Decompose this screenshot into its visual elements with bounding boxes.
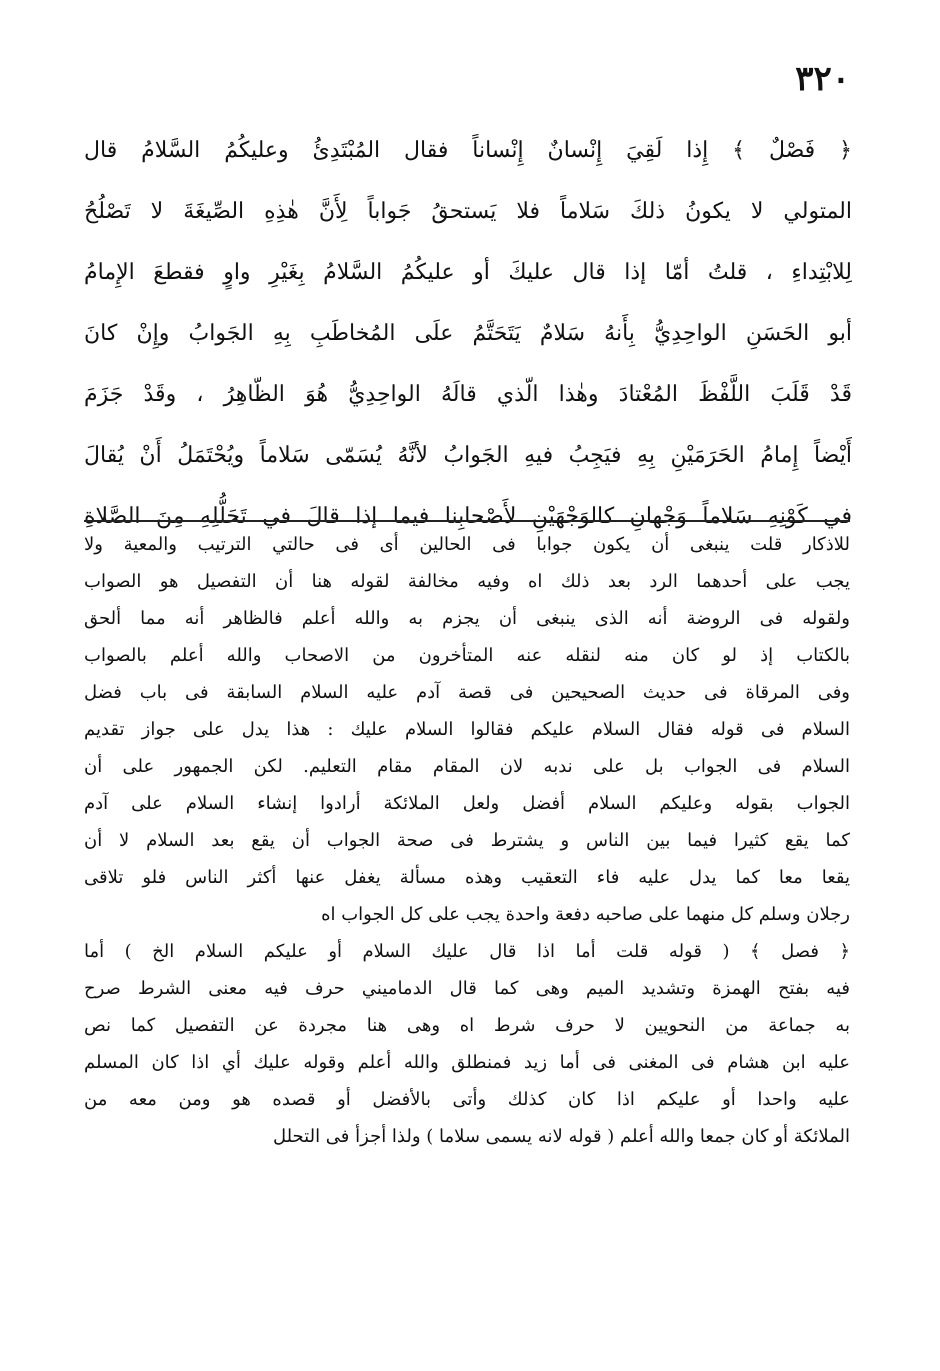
commentary-line: كما يقع كثيرا فيما بين الناس و يشترط فى صحة الجواب أن يقع بعد السلام لا أن (84, 830, 850, 851)
main-text-line: ﴿ فَصْلٌ ﴾ إِذا لَقِيَ إِنْسانٌ إِنْساناً فقال المُبْتَدِئُ وعليكُمُ السَّلامُ قال (84, 138, 852, 163)
commentary-line: عليه ابن هشام فى المغنى فى أما زيد فمنطلق والله أعلم وقوله عليك أي اذا كان المسلم (84, 1052, 850, 1073)
main-text-line: أبو الحَسَنِ الواحِدِيُّ بِأَنهُ سَلامٌ يَتَحَتَّمُ علَى المُخاطَبِ بِهِ الجَوابُ وإِنْ كانَ (84, 321, 852, 346)
main-text-block (84, 120, 852, 547)
main-text-line: المتولي لا يكونُ ذلكَ سَلاماً فلا يَستحقُ جَواباً لِأَنَّ هٰذِهِ الصِّيغَةَ لا تَصْلُحُ (84, 199, 852, 224)
commentary-block (84, 526, 850, 1155)
commentary-line: يقعا معا كما يدل عليه فاء التعقيب وهذه مسألة يغفل عنها أكثر الناس فلو تلاقى (84, 867, 850, 888)
commentary-line: السلام فى قوله فقال السلام عليكم فقالوا السلام عليك : هذا يدل على جواز تقديم (84, 719, 850, 740)
main-text-line: لِلابْتِداءِ ، قلتُ أمّا إذا قال عليكَ أو عليكُمُ السَّلامُ بِغَيْرِ واوٍ فقطعَ الإِمامُ (84, 260, 852, 285)
commentary-line: الجواب بقوله وعليكم السلام أفضل ولعل الملائكة أرادوا إنشاء السلام على آدم (84, 793, 850, 814)
main-text-line: في كَوْنِهِ سَلاماً وَجْهانِ كالوَجْهَيْنِ لأَصْحابِنا فيما إذا قالَ في تَحَلُّلِهِ مِنَ الصَّلاةِ (84, 504, 852, 529)
footnote-separator (84, 520, 850, 522)
commentary-line: وفى المرقاة فى حديث الصحيحين فى قصة آدم عليه السلام السابقة فى باب فضل (84, 682, 850, 703)
commentary-line: فيه بفتح الهمزة وتشديد الميم وهى كما قال الدماميني حرف فيه معنى الشرط صرح (84, 978, 850, 999)
commentary-line: عليه واحدا أو عليكم اذا كان كذلك وأتى بالأفضل أو قصده هو ومن معه من (84, 1089, 850, 1110)
commentary-line: الملائكة أو كان جمعا والله أعلم ( قوله لانه يسمى سلاما ) ولذا أجزأ فى التحلل (272, 1126, 850, 1147)
page-number: ٣٢٠ (795, 59, 850, 99)
main-text-line: قَدْ قَلَبَ اللَّفْظَ المُعْتادَ وهٰذا الّذي قالَهُ الواحِدِيُّ هُوَ الظّاهِرُ ، وقَدْ جَزَمَ (84, 382, 852, 407)
commentary-line: رجلان وسلم كل منهما على صاحبه دفعة واحدة يجب على كل الجواب اه (321, 904, 850, 925)
main-text-line: أَيْضاً إِمامُ الحَرَمَيْنِ بِهِ فيَجِبُ فيهِ الجَوابُ لأنَّهُ يُسَمّى سَلاماً ويُحْتَمَلُ أَنْ يُقالَ (84, 443, 852, 468)
commentary-line: للاذكار قلت ينبغى أن يكون جوابا فى الحالين أى فى حالتي الترتيب والمعية ولا (84, 534, 850, 555)
commentary-line: ولقوله فى الروضة أنه الذى ينبغى أن يجزم به والله أعلم فالظاهر أنه مما ألحق (84, 608, 850, 629)
commentary-line: يجب على أحدهما الرد بعد ذلك اه وفيه مخالفة لقوله هنا أن التفصيل هو الصواب (84, 571, 850, 592)
commentary-line: به جماعة من النحويين لا حرف شرط اه وهى هنا مجردة عن التفصيل كما نص (84, 1015, 850, 1036)
commentary-line: بالكتاب إذ لو كان منه لنقله عنه المتأخرون من الاصحاب والله أعلم بالصواب (84, 645, 850, 666)
commentary-line: السلام فى الجواب بل على ندبه لان المقام مقام التعليم. لكن الجمهور على أن (84, 756, 850, 777)
commentary-line: ﴿ فصل ﴾ ( قوله قلت أما اذا قال عليك السلام أو عليكم السلام الخ ) أما (84, 941, 850, 962)
